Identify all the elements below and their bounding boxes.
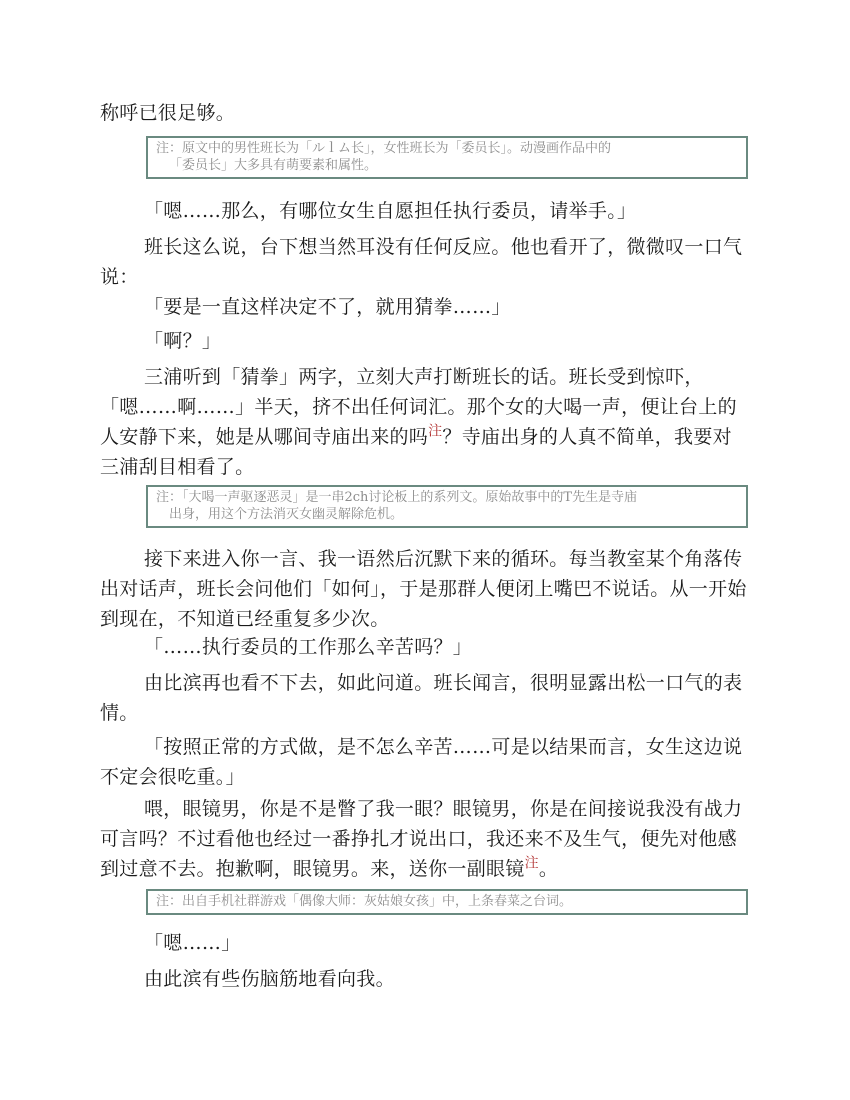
footnote-box (146, 889, 748, 915)
footnote-box (146, 485, 748, 528)
paragraph-text: ？寺庙出身的人真不简单，我要对三浦刮目相看了。 (100, 426, 732, 478)
footnote-marker[interactable]: 注 (524, 855, 539, 872)
footnote-line: 注：原文中的男性班长为「ルｌム长」，女性班长为「委员长」。动漫画作品中的 (156, 141, 612, 156)
footnote-line: 注：「大喝一声驱逐恶灵」是一串2ch讨论板上的系列文。原始故事中的T先生是寺庙 (156, 490, 638, 505)
footnote-line: 出身，用这个方法消灭女幽灵解除危机。 (169, 507, 404, 522)
paragraph: 班长这么说，台下想当然耳没有任何反应。他也看开了，微微叹一口气说： (100, 236, 743, 288)
paragraph (100, 794, 750, 884)
footnote-line: 注：出自手机社群游戏「偶像大师：灰姑娘女孩」中，上条春菜之台词。 (156, 894, 573, 909)
footnote-marker[interactable]: 注 (428, 423, 443, 440)
paragraph: 「嗯……那么，有哪位女生自愿担任执行委员，请举手。」 (144, 200, 637, 222)
paragraph-text: 。 (538, 858, 559, 880)
paragraph: 由比滨再也看不下去，如此问道。班长闻言，很明显露出松一口气的表情。 (100, 672, 743, 724)
paragraph: 「嗯……」 (144, 932, 241, 954)
paragraph: 「按照正常的方式做，是不怎么辛苦……可是以结果而言，女生这边说不定会很吃重。」 (100, 736, 743, 788)
footnote-box (146, 136, 748, 179)
paragraph: 由此滨有些伤脑筋地看向我。 (144, 968, 395, 990)
footnote-line: 「委员长」大多具有萌要素和属性。 (169, 158, 378, 173)
paragraph: 称呼已很足够。 (100, 102, 236, 124)
paragraph-text: 喂，眼镜男，你是不是瞥了我一眼？眼镜男，你是在间接说我没有战力可言吗？不过看他也经过一番挣扎才说出口，我还来不及生气，便先对他感到过意不去。抱歉啊，眼镜男。来，送你一副眼镜 (100, 798, 743, 880)
paragraph: 「……执行委员的工作那么辛苦吗？」 (144, 636, 473, 658)
paragraph-text: 三浦听到「猜拳」两字，立刻大声打断班长的话。班长受到惊吓，「嗯……啊……」半天，挤不出任何词汇。那个女的大喝一声，便让台上的人安静下来，她是从哪间寺庙出来的吗 (100, 366, 737, 448)
paragraph: 接下来进入你一言、我一语然后沉默下来的循环。每当教室某个角落传出对话声，班长会问他们「如何」，于是那群人便闭上嘴巴不说话。从一开始到现在，不知道已经重复多少次。 (100, 548, 747, 630)
paragraph (100, 362, 750, 482)
paragraph: 「啊？」 (144, 330, 222, 352)
paragraph: 「要是一直这样决定不了，就用猜拳……」 (144, 296, 511, 318)
